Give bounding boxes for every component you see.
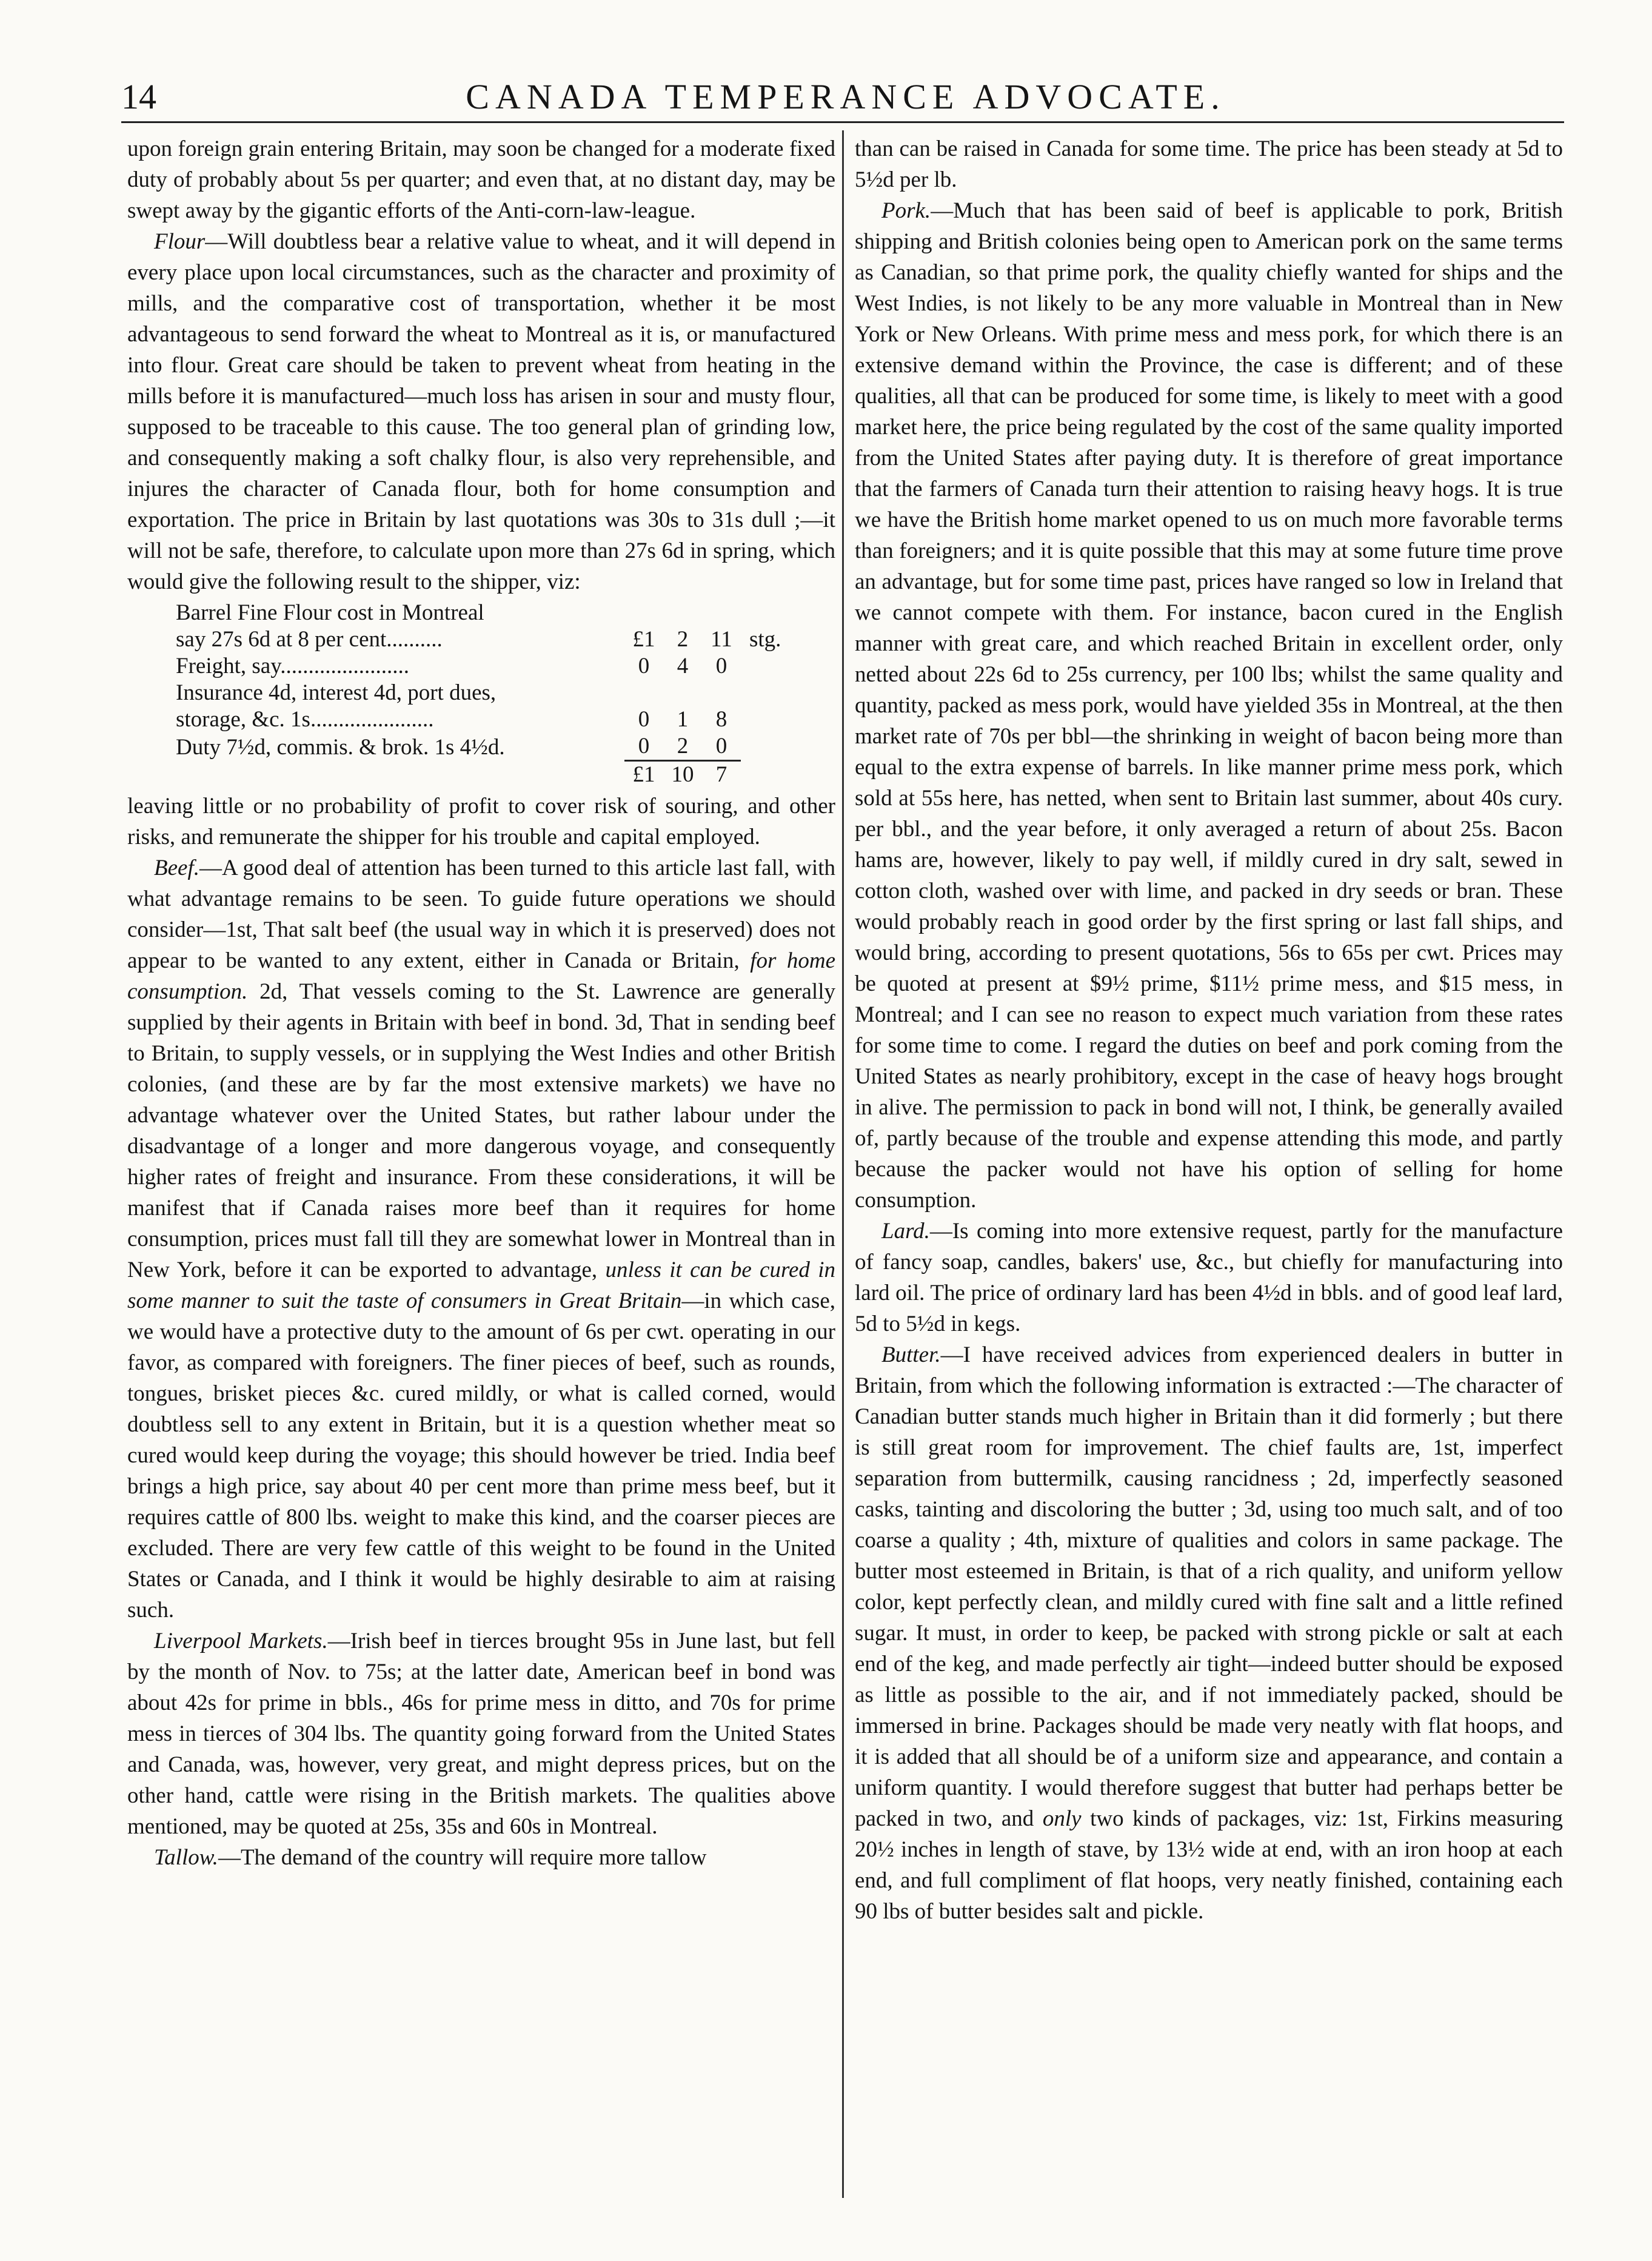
- heading-butter: Butter.: [881, 1342, 941, 1367]
- header-rule: [121, 121, 1564, 123]
- calc-line-6: Duty 7½d, commis. & brok. 1s 4½d.: [176, 734, 505, 760]
- calc-shillings: 4: [677, 654, 689, 678]
- calc-total-pence: 7: [702, 761, 741, 789]
- table-row: [176, 761, 781, 789]
- beef-text-3: —in which case, we would have a protective duty to the amount of 6s per cwt. operating in our favor, as compared with foreigners. The finer pieces of beef, such as rounds, tongues, brisket pieces &c. cured mildly, or what is called corned, would doubtless sell to any extent in Britain, but it is a question whether meat so cured would keep during the voyage; this should however be tried. India beef brings a high price, say about 40 per cent more than prime mess beef, but it requires cattle of 800 lbs. weight to make this kind, and the coarser pieces are excluded. There are very few cattle of this weight to be found in the United States or Canada, and I think it would be highly desirable to aim at raising such.: [127, 1288, 836, 1623]
- paragraph-tallow-continued: than can be raised in Canada for some time. The price has been steady at 5d to 5½d per lb.: [855, 136, 1563, 192]
- calc-line-1: Barrel Fine Flour cost in Montreal: [176, 600, 484, 625]
- heading-tallow: Tallow.: [154, 1845, 218, 1870]
- paragraph-beef: [127, 852, 835, 1626]
- table-row: [176, 626, 781, 653]
- paragraph-intro: upon foreign grain entering Britain, may soon be changed for a moderate fixed duty of probably about 5s per quarter; and even that, at no distant day, may be swept away by the gigantic efforts of the Anti-corn-law-league.: [127, 136, 835, 223]
- paragraph-pork: [855, 195, 1563, 1216]
- paragraph-after-calc: leaving little or no probability of profit to cover risk of souring, and other risks, and remunerate the shipper for his trouble and capital employed.: [127, 794, 835, 849]
- heading-flour: Flour: [154, 229, 206, 254]
- masthead-title: CANADA TEMPERANCE ADVOCATE.: [466, 77, 1226, 116]
- table-row: [176, 706, 781, 733]
- flour-cost-table: [176, 600, 781, 788]
- right-column: [855, 133, 1563, 1927]
- table-row: [176, 680, 781, 706]
- beef-emphasis-2: unless it can be cured in some manner to suit the taste of consumers in Great Britain: [127, 1258, 835, 1313]
- heading-beef: Beef.: [154, 856, 199, 880]
- table-row: [176, 600, 781, 626]
- butter-text-2: two kinds of packages, viz: 1st, Firkins measuring 20½ inches in length of stave, by 13½ wide at end, with an iron hoop at each end, and full compliment of flat hoops, very neatly finished, containing each 90 lbs of butter besides salt and pickle.: [855, 1806, 1563, 1924]
- beef-emphasis-1: for home consumption.: [127, 948, 835, 1004]
- calc-pounds: 0: [638, 707, 650, 732]
- calc-pence: 0: [715, 734, 727, 759]
- beef-text-2: 2d, That vessels coming to the St. Lawrence are generally supplied by their agents in Britain with beef in bond. 3d, That in sending beef to Britain, to supply vessels, or in supplying the West Indies and other British colonies, (and these are by far the most extensive markets) we have no advantage whatever over the United States, but rather labour under the disadvantage of a longer and more dangerous voyage, and consequently higher rates of freight and insurance. From these considerations, it will be manifest that if Canada raises more beef than it requires for home consumption, prices must fall till they are somewhat lower in Montreal than in New York, before it can be exported to advantage,: [127, 979, 835, 1282]
- calc-unit: stg.: [749, 627, 781, 652]
- butter-text-1: —I have received advices from experienced dealers in butter in Britain, from which the following information is extracted :—The character of Canadian butter stands much higher in Britain than it did formerly ; but there is still great room for improvement. The chief faults are, 1st, imperfect separation from buttermilk, causing rancidness ; 2d, imperfectly seasoned casks, tainting and discoloring the butter ; 3d, using too much salt, and of too coarse a quality ; 4th, mixture of qualities and colors in same package. The butter most esteemed in Britain, is that of a rich quality, and uniform yellow color, kept perfectly clean, and mildly cured with fine salt and a little refined sugar. It must, in order to keep, be packed with strong pickle or salt at each end of the keg, and made perfectly air tight—indeed butter should be exposed as little as possible to the air, and if not immediately packed, should be immersed in brine. Packages should be made very neatly with flat hoops, and it is added that all should be of a uniform size and appearance, and contain a uniform quantity. I would therefore suggest that butter had perhaps better be packed in two, and: [855, 1342, 1563, 1831]
- calc-total-shillings: 10: [663, 761, 702, 789]
- calc-pounds: £1: [632, 627, 655, 652]
- calc-pounds: 0: [638, 734, 650, 759]
- calc-shillings: 1: [677, 707, 689, 732]
- calc-line-2: say 27s 6d at 8 per cent..........: [176, 627, 443, 652]
- page-number: 14: [121, 77, 156, 116]
- paragraph-tallow: [127, 1842, 835, 1873]
- paragraph-flour: [127, 226, 835, 597]
- column-divider: [842, 130, 844, 2198]
- left-column: [127, 133, 835, 1873]
- calc-shillings: 2: [677, 734, 689, 759]
- table-row: [176, 653, 781, 680]
- tallow-text: —The demand of the country will require more tallow: [218, 1845, 707, 1870]
- calc-line-5: storage, &c. 1s......................: [176, 707, 434, 732]
- heading-liverpool-markets: Liverpool Markets.: [154, 1629, 328, 1653]
- butter-emphasis: only: [1042, 1806, 1082, 1831]
- beef-text-1: —A good deal of attention has been turned to this article last fall, with what advantage remains to be seen. To guide future operations we should consider—1st, That salt beef (the usual way in which it is preserved) does not appear to be wanted to any extent, either in Canada or Britain,: [127, 856, 835, 973]
- calc-line-4: Insurance 4d, interest 4d, port dues,: [176, 680, 497, 705]
- calc-line-3: Freight, say.......................: [176, 654, 410, 678]
- flour-text: —Will doubtless bear a relative value to wheat, and it will depend in every place upon local circumstances, such as the character and proximity of mills, and the comparative cost of transportation, whether it be most advantageous to send forward the wheat to Montreal as it is, or manufactured into flour. Great care should be taken to prevent wheat from heating in the mills before it is manufactured—much loss has arisen in sour and musty flour, supposed to be traceable to this cause. The too general plan of grinding low, and consequently making a soft chalky flour, is also very reprehensible, and injures the character of Canada flour, both for home consumption and exportation. The price in Britain by last quotations was 30s to 31s dull ;—it will not be safe, therefore, to calculate upon more than 27s 6d in spring, which would give the following result to the shipper, viz:: [127, 229, 835, 594]
- paragraph-butter: [855, 1339, 1563, 1927]
- lard-text: —Is coming into more extensive request, partly for the manufacture of fancy soap, candles, bakers' use, &c., but chiefly for manufacturing into lard oil. The price of ordinary lard has been 4½d in bbls. and of good leaf lard, 5d to 5½d in kegs.: [855, 1219, 1563, 1336]
- calc-pence: 0: [715, 654, 727, 678]
- calc-total-pounds: £1: [624, 761, 663, 789]
- calc-pence: 11: [711, 627, 732, 652]
- table-row: [176, 733, 781, 761]
- liverpool-text: —Irish beef in tierces brought 95s in June last, but fell by the month of Nov. to 75s; at the latter date, American beef in bond was about 42s for prime in bbls., 46s for prime mess in ditto, and 70s for prime mess in tierces of 304 lbs. The quantity going forward from the United States and Canada, was, however, very great, and might depress prices, but on the other hand, cattle were rising in the British markets. The qualities above mentioned, may be quoted at 25s, 35s and 60s in Montreal.: [127, 1629, 835, 1839]
- paragraph-lard: [855, 1216, 1563, 1339]
- calc-pounds: 0: [638, 654, 650, 678]
- pork-text: —Much that has been said of beef is applicable to pork, British shipping and British colonies being open to American pork on the same terms as Canadian, so that prime pork, the quality chiefly wanted for ships and the West Indies, is not likely to be any more valuable in Montreal than in New York or New Orleans. With prime mess and mess pork, for which there is an extensive demand within the Province, the case is different; and of these qualities, all that can be produced for some time, is likely to meet with a good market here, the price being regulated by the cost of the same quality imported from the United States after paying duty. It is therefore of great importance that the farmers of Canada turn their attention to raising heavy hogs. It is true we have the British home market opened to us on much more favorable terms than foreigners; and it is quite possible that this may at some future time prove an advantage, but for some time past, prices have ranged so low in Ireland that we cannot compete with them. For instance, bacon cured in the English manner with great care, and which reached Britain in excellent order, only netted about 22s 6d to 25s currency, per 100 lbs; whilst the same quality and quantity, packed as mess pork, would have yielded 35s in Montreal, at the then market rate of 70s per bbl—the shrinking in weight of bacon being more than equal to the extra expense of barrels. In like manner prime mess pork, which sold at 55s here, has netted, when sent to Britain last summer, about 40s cury. per bbl., and the year before, it only averaged a return of about 25s. Bacon hams are, however, likely to pay well, if mildly cured in dry salt, sewed in cotton cloth, washed over with lime, and packed in dry seeds or bran. These would probably reach in good order by the first spring or last fall ships, and would bring, according to present quotations, 56s to 65s per cwt. Prices may be quoted at present at $9½ prime, $11½ prime mess, and $15 mess, in Montreal; and I can see no reason to expect much variation from these rates for some time to come. I regard the duties on beef and pork coming from the United States as nearly prohibitory, except in the case of heavy hogs brought in alive. The permission to pack in bond will not, I think, be generally availed of, partly because of the trouble and expense attending this mode, and partly because the packer would not have his option of selling for home consumption.: [855, 198, 1563, 1213]
- heading-pork: Pork.: [881, 198, 931, 223]
- calc-shillings: 2: [677, 627, 689, 652]
- heading-lard: Lard.: [881, 1219, 930, 1244]
- page-header: [121, 73, 1570, 121]
- paragraph-liverpool: [127, 1626, 835, 1842]
- calc-pence: 8: [715, 707, 727, 732]
